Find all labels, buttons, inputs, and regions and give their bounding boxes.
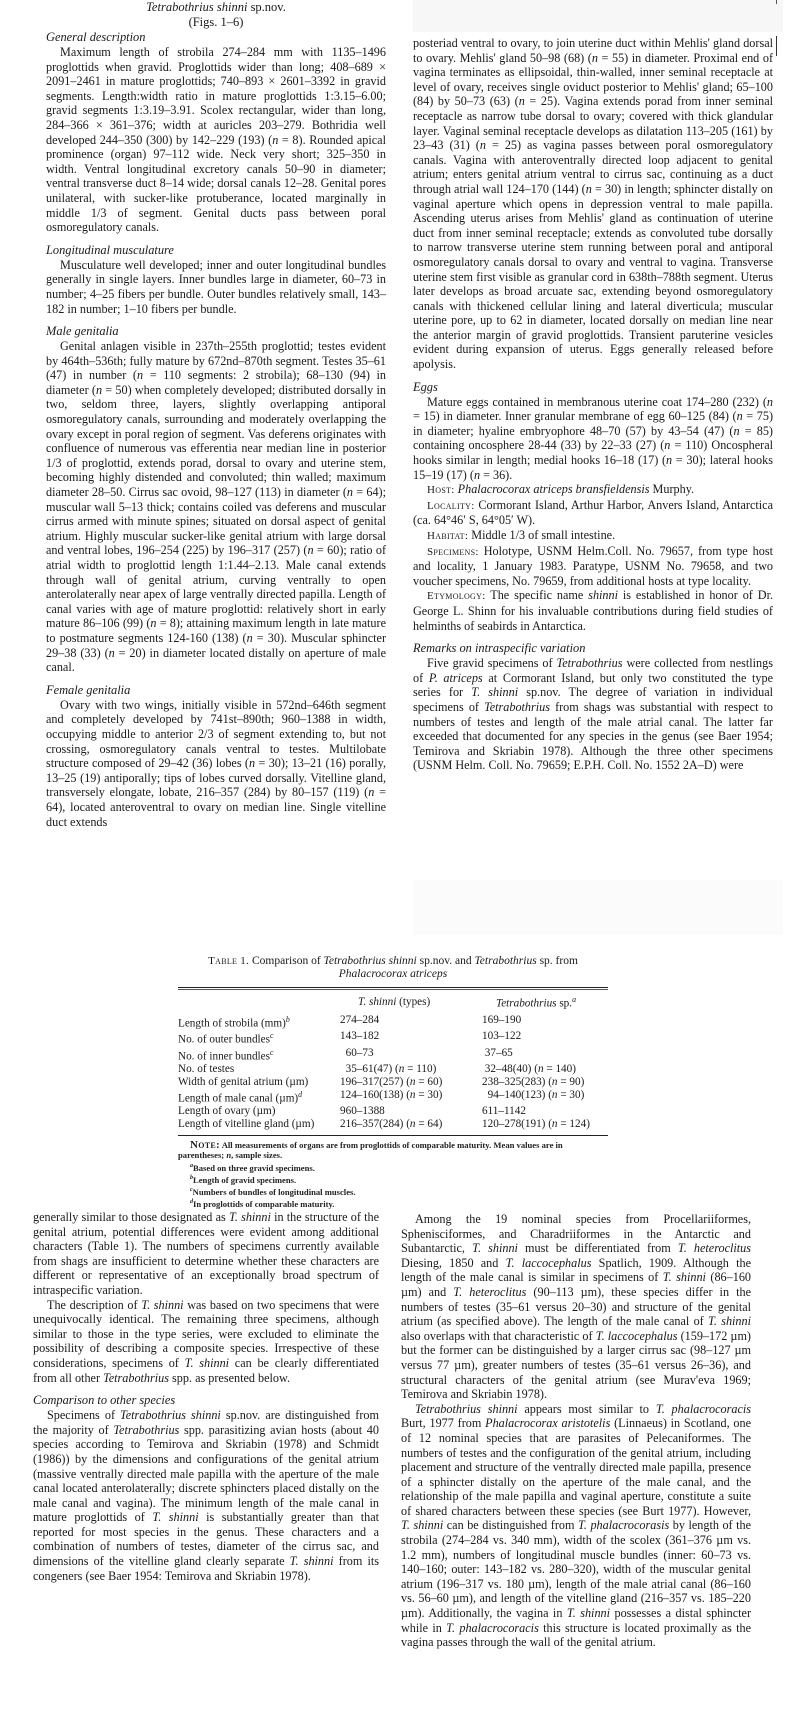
italic-text: T. heteroclitus [677,1241,751,1256]
text-run: Musculature well developed; inner and outer longitudinal bundles generally in single layers. Inner bundles large in diameter, 60–73 in number; 4–25 fibers per bundle. Outer bundles relatively small, 143–182 in number; 1–10 fibers per bundle. [46,257,386,316]
paragraph [413,656,773,773]
cell-t-shinni [340,1030,482,1047]
text-run: were collected from nestlings of [413,656,773,685]
text-run: = 64), located anteroventral to ovary on median line. Single vitelline duct extends [46,785,386,829]
text-run: Based on three gravid specimens. [193,1162,315,1173]
sample-size-value: 90 [569,1075,581,1088]
text-run: Maximum length of strobila 274–284 mm with 1135–1496 proglottids when gravid. Proglottids wider than long; 408–689 × 2091–2461 in mature proglottids; 740–893 × 2601–3392 in gravid segments. Length:width ratio in mature proglottids 1:3.15–6.00; gravid segments 1:3.19–3.91. Scolex rectangular, wider than long, 284–366 × 361–376; width at auricles 203–279. Bothridia well developed 244–350 (300) by 142–229 (193) ( [46,45,386,147]
text-run: In proglottids of comparable maturity. [193,1199,335,1210]
italic-text: T. shinni [141,1297,184,1312]
figure-reference: (Figs. 1–6) [188,14,244,29]
text-run: posteriad ventral to ovary, to join uterine duct within Mehlis' gland dorsal to ovary. Mehlis' gland 50–98 (68) ( [413,36,773,65]
text-run: also overlaps with that characteristic of [401,1328,596,1343]
italic-text: n [479,138,486,153]
bottom-right-column [401,1212,751,1650]
sample-size-value: 60 [427,1075,439,1088]
species-title [46,0,386,15]
text-run: possesses a distal sphincter while in [401,1606,752,1635]
italic-text: T. shinni [662,1270,706,1285]
text-run: = 110) Oncospheral hooks similar in length; medial hooks 16–18 (17) ( [413,438,773,468]
text-run: can be clearly differentiated from all other [33,1355,380,1385]
italic-text: n [249,756,256,771]
table-notes [178,1140,608,1210]
row-label [178,1076,340,1089]
text-run: Specimens of [47,1408,121,1423]
italic-text: Tetrabothrius shinni [120,1408,221,1423]
footnote-marker: c [269,1047,274,1057]
text-run: No. of outer bundles [178,1033,270,1046]
cell-t-shinni [340,1089,482,1106]
scan-shading [413,880,783,935]
text-run: is established in honor of Dr. George L. Shinn for his invaluable contributions during field studies of helminths of seabirds in Antarctica. [413,588,774,633]
comparison-table [178,990,608,1131]
text-run: No. of inner bundles [178,1050,270,1063]
row-label [178,1014,340,1031]
section [413,641,773,773]
italic-text: n [95,382,103,397]
text-run: Length of male canal (µm) [178,1092,299,1105]
row-label [178,1089,340,1106]
section-heading: Female genitalia [46,682,131,697]
table-row [178,1118,608,1131]
section-heading: Remarks on intraspecific variation [413,641,586,656]
italic-text: P. atriceps [428,670,483,685]
footnote-marker: b [285,1014,290,1024]
italic-text: Phalacrocorax aristotelis [485,1416,611,1431]
text-run: is substantially greater than that reported for most species in the genus. These characters and a combination of numbers of testes, diameter of the cirrus sac, and dimensions of the vitelline gland clearly separate [33,1510,379,1569]
text-run: spp. parasitizing avian hosts (about 40 species according to Temirova and Skriabin (1978) and Schmidt (1986)) by the dimensions and configurations of the genital atrium (massive ventrally directed male papilla with the aperture of the male canal located anterolaterally; discrete sphincters placed distally on the male canal and vagina). The minimum length of the male canal in mature proglottids of [33,1422,379,1525]
italic-text: Phalacrocorax atriceps bransfieldensis [457,482,650,497]
field-label: Specimens: [427,545,479,558]
field-label: Note: [190,1138,221,1151]
paragraph [413,544,773,589]
text-run: Length of gravid specimens. [193,1174,297,1185]
sample-size-value: 30 [569,1088,581,1101]
cell-t-shinni [340,1014,482,1031]
table-row [178,1089,608,1106]
table-body [178,1014,608,1131]
table-footnote [178,1161,608,1173]
italic-text: T. heteroclitus [453,1284,527,1299]
paragraph [33,1408,379,1583]
text-run: Comparison of [249,955,324,967]
italic-text: Tetrabothrius shinni [146,0,248,14]
italic-text: Phalacrocorax atriceps [338,968,448,980]
italic-text: n [307,543,314,558]
cell-value: 196–317(257) [340,1075,404,1088]
cell-tetrabothrius-sp [482,1063,608,1076]
italic-text: n [518,94,525,109]
field-label: Host: [427,484,455,497]
sample-size: (n = 30) [403,1088,443,1101]
species-title-block [46,0,386,29]
italic-text: Tetrabothrius shinni [415,1401,518,1416]
italic-text: n [108,645,115,660]
cell-tetrabothrius-sp [482,1118,608,1131]
cell-tetrabothrius-sp [482,1089,608,1106]
text-run: Five gravid specimens of [427,656,557,671]
header-character [178,990,340,1014]
table-caption-line-2 [178,968,608,981]
text-run: Length of ovary (µm) [178,1105,276,1118]
field-label: Habitat: [427,530,469,542]
italic-text: T. shinni [472,1241,518,1256]
footnote-marker: d [190,1199,194,1206]
italic-text: shinni [588,588,618,603]
sample-size: (n = 60) [403,1075,443,1088]
section [46,243,386,316]
text-run: from its congeners (see Baer 1954: Temirova and Skriabin 1978). [33,1554,379,1583]
scan-margin-line [776,36,777,56]
text-run: sp.nov. are distinguished from the majority of [33,1408,379,1437]
italic-text: Tetrabothrius [484,699,550,714]
paragraph [33,1298,379,1386]
text-run: (86–160 µm) and [401,1270,752,1299]
text-run: sp.nov. and [416,955,475,967]
cell-tetrabothrius-sp [482,1014,608,1031]
table-row [178,1105,608,1118]
italic-text: n [736,409,743,424]
text-run: appears most similar to [517,1401,656,1416]
italic-text: Tetrabothrius [474,955,537,967]
italic-text: T. shinni [358,995,397,1008]
cell-t-shinni [340,1047,482,1064]
text-run: Length of strobila (mm) [178,1017,286,1030]
table-caption-line-1 [178,955,608,968]
text-run: Diesing, 1850 and [401,1255,506,1270]
cell-value: 124–160(138) [340,1088,404,1101]
italic-text: T. shinni [401,1518,444,1533]
cell-value: 37–65 [482,1046,513,1059]
sample-size: (n = 110) [392,1063,437,1076]
text-run: spp. as presented below. [169,1370,291,1385]
table-footnotes [178,1161,608,1210]
text-run: = 110 segments: 2 strobila); 68–130 (94) in diameter ( [46,368,386,397]
italic-text: Tetrabothrius [103,1370,169,1385]
header-tetrabothrius-sp [482,990,608,1014]
cell-value: 94–140(123) [482,1088,546,1101]
section [413,380,773,634]
paragraph [46,339,386,675]
italic-text: n [591,50,598,65]
text-run: Numbers of bundles of longitudinal muscles. [192,1187,356,1198]
italic-text: T. shinni [228,1210,271,1224]
paragraph [46,698,386,829]
sample-size-value: 110 [416,1063,433,1076]
text-run: = 50) when completely developed; distributed dorsally in two, seldom three, layers, slightly overlapping antiporal osmoregulatory canals, surrounding and moderately overlapping the ovary except in poral region of segment. Vas deferens originates with confluence of numerous vas efferentia near median line in posterior 1/3 of proglottid, extends porad, dorsal to ovary and uterine stem, becoming highly distended and convoluted; thin walled; maximum diameter 28–50. Cirrus sac ovoid, 98–127 (113) in diameter ( [46,382,386,500]
text-run: at Cormorant Island, but only two constituted the type series for [413,670,774,700]
field-label: Locality: [427,499,475,512]
row-label [178,1063,340,1076]
text-run: sp. from [536,955,578,967]
italic-text: n [226,1150,232,1161]
text-run: All measurements of organs are from proglottids of comparable maturity. Mean values are in parentheses; [178,1139,563,1161]
italic-text: n [473,467,481,482]
text-run: sp. [556,997,573,1010]
italic-text: n [368,785,375,800]
sample-size: (n = 124) [545,1118,590,1131]
italic-text: n [246,630,253,645]
section-heading: Eggs [413,379,438,394]
table-caption [178,955,608,981]
text-run: Among the 19 nominal species from Procellariiformes, Sphenisciformes, and Charadriiformes in the Antarctic and Subantarctic, [401,1212,751,1256]
text-run: (types) [396,995,431,1008]
text-run: The description of [47,1297,142,1312]
text-run: , sample sizes. [231,1150,283,1161]
text-run: (159–172 µm) but the former can be distinguished by a larger cirrus sac (98–127 µm versus 77 µm), greater numbers of testes (35–61 versus 26–36), and structural characters of the genital atrium (see Murav'eva 1969; Temirova and Skriabin 1978). [401,1328,751,1402]
cell-t-shinni [340,1076,482,1089]
italic-text: n [346,485,353,500]
italic-text: T. phalacrocoracis [446,1620,539,1635]
sample-size: (n = 90) [545,1075,585,1088]
left-column [46,30,386,829]
sample-size: (n = 140) [531,1063,576,1076]
row-label [178,1118,340,1131]
section [401,1212,751,1650]
italic-text: n [136,368,144,383]
table-header-row [178,990,608,1014]
field-label: Etymology: [427,590,486,603]
table-1 [178,955,608,1210]
italic-text: T. shinni [566,1606,611,1621]
table-row [178,1063,608,1076]
text-run: = 8); attaining maximum length in late mature to postmature segments 124-160 (138) ( [46,616,386,645]
footnote-marker: b [190,1174,194,1181]
text-run: = 30); 13–21 (16) porally, 13–25 (19) antiporally; tips of lobes curved dorsally. Vitelline gland, transversely elongate, lobate, 216–357 (284) by 80–157 (119) ( [46,756,387,800]
cell-tetrabothrius-sp [482,1030,608,1047]
italic-text: n [585,181,592,196]
cell-t-shinni [340,1105,482,1118]
italic-text: n [666,453,673,468]
text-run: this structure is located proximally as the vagina passes through the wall of the genital atrium. [401,1620,751,1650]
text-run: Width of genital atrium (µm) [178,1075,309,1088]
table-row [178,1014,608,1031]
italic-text: n [150,616,157,631]
text-run: Cormorant Island, Arthur Harbor, Anvers Island, Antarctica (ca. 64°46′ S, 64°05′ W). [413,497,773,528]
cell-tetrabothrius-sp [482,1105,608,1118]
cell-value: 238–325(283) [482,1075,546,1088]
cell-value: 120–278(191) [482,1118,546,1131]
text-run: Mature eggs contained in membranous uterine coat 174–280 (232) ( [427,394,767,409]
text-run: (Linnaeus) in Scotland, one of 12 nominal species that are parasites of Pelecaniformes. The numbers of testes and the configuration of the genital atrium, including placement and structure of the ventrally directed male papilla, presence of a sphincter distally on the aperture of the male canal, and the relationship of the male papilla and vaginal aperture, constitute a suite of shared characters between these species (see Burt 1977). However, [401,1416,752,1518]
italic-text: Tetrabothrius shinni [323,955,417,967]
text-run: = 60); ratio of atrial width to proglottid length 1:1.44–2.13. Male canal extends through wall of genital atrium, curving ventrally to open anterolaterally near apex of large ventrally directed papilla. Length of canal varies with age of mature proglottid: relatively short in early mature 86–106 (99) ( [46,543,387,631]
text-run: must be differentiated from [517,1241,678,1256]
paragraph [413,498,773,528]
table-bottom-rule [178,1135,608,1136]
cell-value: 60–73 [340,1046,374,1059]
cell-value: 216–357(284) [340,1118,404,1131]
paragraph [413,588,773,633]
paragraph [33,1210,379,1298]
text-run: by length of the strobila (274–284 vs. 340 mm), width of the scolex (361–376 µm vs. 1.2 mm), numbers of longitudinal muscle bundles (inner: 60–73 vs. 140–160; outer: 143–182 vs. 280–320), width of the muscular genital atrium (196–317 vs. 180 µm), length of the male atrial canal (86–160 vs. 56–60 µm), and length of the vitelline gland (216–357 vs. 185–220 µm). Additionally, the vagina in [401,1518,752,1621]
italic-text: Tetrabothrius [113,1422,180,1437]
section [33,1393,379,1583]
table-row [178,1047,608,1064]
text-run: Murphy. [649,482,695,497]
italic-text: Tetrabothrius [496,997,557,1010]
paragraph [413,528,773,544]
text-run: = 20) in diameter located distally on aperture of male canal. [46,645,386,675]
sample-size-value: 30 [427,1088,439,1101]
section [46,30,386,235]
cell-value: 274–284 [340,1013,380,1026]
paragraph [413,482,773,498]
text-run: = 55) in diameter. Proximal end of vagina terminates as ellipsoidal, thin-walled, inner seminal receptacle at level of ovary, receives single oviduct posterior to Mehlis' gland; 65–100 (84) by 50–73 (63) ( [413,50,773,109]
text-run: Length of vitelline gland (µm) [178,1118,315,1131]
cell-value: 103–122 [482,1030,522,1043]
text-run: = 36). [480,467,513,482]
text-run: Middle 1/3 of small intestine. [468,528,616,542]
text-run: in the structure of the genital atrium, potential differences were evident among additional characters (Table 1). The numbers of specimens currently available from shags are insufficient to determine whether these characters are different or representative of an exceptionally broad spectrum of intraspecific variation. [33,1210,380,1297]
text-run: (90–113 µm), these species differ in the numbers of testes (35–61 versus 20–30) and structure of the genital atrium (as specified above). The length of the male canal of [401,1284,751,1329]
italic-text: n [272,132,279,147]
section [413,36,773,372]
section [33,1210,379,1385]
cell-value: 169–190 [482,1013,522,1026]
text-run: sp.nov. The degree of variation in individual specimens of [413,685,774,714]
scan-shading [413,0,783,32]
section-heading: Comparison to other species [33,1393,176,1408]
text-run: was based on two specimens that were unequivocally identical. The remaining three specimens, although similar to those in the type series, were excluded to eliminate the possibility of describing a composite species. Irrespective of these considerations, specimens of [33,1297,379,1370]
text-run: = 25) as vagina passes between poral osmoregulatory canals. Vagina with anteroventrally directed loop adjacent to genital atrium; enters genital atrium ventral to cirrus sac, continuing as a duct through atrial wall 124–170 (144) ( [413,138,773,196]
italic-text: T. shinni [289,1554,334,1569]
cell-value: 143–182 [340,1030,380,1043]
text-run: = 30). Muscular sphincter 29–38 (33) ( [46,630,386,660]
italic-text: n [664,438,671,453]
footnote-marker: a [190,1162,194,1169]
table-footnote [178,1173,608,1185]
cell-tetrabothrius-sp [482,1047,608,1064]
text-run: = 25). Vagina extends porad from inner seminal receptacle as narrow tube dorsal to ovary; covered with thick glandular layer. Vaginal seminal receptacle develops as dilatation 113–205 (161) by 23–43 (31) ( [413,94,773,153]
text-run: Burt, 1977 from [401,1416,486,1431]
paragraph [401,1212,751,1402]
section-heading: Male genitalia [46,324,119,339]
italic-text: T. shinni [184,1355,230,1370]
row-label [178,1030,340,1047]
text-run: Ovary with two wings, initially visible in 572nd–646th segment and completely developed by 741st–890th; 960–1388 in width, occupying middle to anterior 2/3 of segment extending to, but not crossing, osmoregulatory canals ventral to testes. Multilobate structure composed of 29–42 (36) lobes ( [46,697,386,771]
field-label: Table 1. [208,955,250,967]
sample-size-value: 124 [569,1118,587,1131]
footnote-marker: c [190,1187,193,1194]
header-t-shinni [340,990,482,1014]
scan-mark [776,0,777,4]
row-label [178,1047,340,1064]
table-footnote [178,1197,608,1209]
sample-size: (n = 64) [403,1118,443,1131]
paragraph [401,1402,751,1650]
italic-text: T. laccocephalus [595,1328,678,1343]
text-run: = 64); muscular wall 5–13 thick; contains coiled vas deferens and muscular cirrus armed with minute spines; situated on dorsal aspect of genital atrium. Highly muscular sucker-like genital atrium with large dorsal and ventral lobes, 196–254 (225) by 196–317 (257) ( [46,485,386,558]
footnote-marker: a [572,995,576,1004]
text-run: = 15) in diameter. Inner granular membrane of egg 60–125 (84) ( [413,409,737,424]
sample-size-value: 140 [555,1063,573,1076]
italic-text: Tetrabothrius [556,656,623,671]
cell-t-shinni [340,1063,482,1076]
cell-value: 35–61(47) [340,1063,393,1076]
italic-text: n [766,394,773,409]
text-run: = 75) in diameter; hyaline embryophore 48–70 (57) by 43–54 (47) ( [413,409,773,438]
text-run: Holotype, USNM Helm.Coll. No. 79657, from type host and locality, 1 January 1983. Paratype, USNM No. 79658, and two voucher specimens, No. 79659, from additional hosts at type locality. [413,543,773,588]
italic-text: T. phalacrocorasis [578,1518,670,1533]
text-run: = 30) in length; sphincter distally on vaginal aperture which opens in depression ventral to male papilla. Ascending uterus arises from Mehlis' gland as continuation of uterine duct from inner seminal receptacle; extends as convoluted tube dorsally to narrow transverse uterine stem running between poral and antiporal osmoregulatory canals dorsal to ovary and ventral to vagina. Transverse uterine stem first visible as granular cord in 638th–788th segment. Uterus later develops as broad arcuate sac, extending beyond osmoregulatory canals with thickened cellular lining and lateral diverticula; muscular uterine pore, up to 62 in diameter, located dorsally on median line near the anterior margin of gravid proglottids. Transient paruterine vesicles evident during expansion of uterus. Eggs generally released before apolysis. [413,181,774,372]
text-run: can be distinguished from [443,1518,578,1533]
section [46,324,386,675]
text-run: = 85) containing oncosphere 28-44 (33) by 22–33 (27) ( [413,423,773,453]
cell-t-shinni [340,1118,482,1131]
italic-text: T. laccocephalus [505,1255,592,1270]
italic-text: T. shinni [708,1314,752,1329]
section [46,683,386,829]
paragraph [413,395,773,483]
italic-text: T. shinni [152,1510,199,1525]
text-run: sp.nov. [247,0,286,14]
table-row [178,1030,608,1047]
cell-value: 960–1388 [340,1105,385,1118]
section-heading: Longitudinal musculature [46,242,174,257]
paragraph [46,258,386,316]
cell-value: 611–1142 [482,1105,526,1118]
bottom-left-column [33,1210,379,1583]
table-footnote [178,1185,608,1197]
cell-tetrabothrius-sp [482,1076,608,1089]
text-run: Spatlich, 1909. Although the length of the male canal is similar in specimens of [401,1255,751,1285]
text-run: Genital anlagen visible in 237th–255th proglottid; testes evident by 464th–536th; fully mature by 672nd–870th segment. Testes 35–61 (47) in number ( [46,339,386,383]
text-run: = 8). Rounded apical prominence (organ) 97–112 wide. Neck very short; 325–350 in width. Ventral longitudinal excretory canals 50–90 in diameter; ventral transverse duct 8–14 wide; dorsal canals 12–28. Genital pores unilateral, with sucker-like protuberance, located marginally in middle 1/3 of segment. Genital ducts pass between poral osmoregulatory canals. [46,132,386,235]
italic-text: n [733,423,740,438]
text-run: No. of testes [178,1063,235,1076]
text-run: from shags was substantial with respect to numbers of testes and length of the male atrial canal. The latter far exceeded that documented for any species in the genus (see Baer 1954; Temirova and Skriabin 1978). Although the three other specimens (USNM Helm. Coll. No. 79659; E.P.H. Coll. No. 1552 2A–D) were [413,699,773,773]
italic-text: T. phalacrocoracis [655,1401,751,1416]
right-column [413,36,773,773]
footnote-marker: c [269,1031,274,1041]
text-run: = 30); lateral hooks 15–19 (17) ( [413,453,773,482]
table-note [178,1140,608,1161]
text-run: The specific name [485,588,589,603]
text-run: generally similar to those designated as [33,1210,229,1224]
footnote-marker: d [298,1089,303,1099]
sample-size-value: 64 [427,1118,439,1131]
cell-value: 32–48(40) [482,1063,532,1076]
table-row [178,1076,608,1089]
italic-text: T. shinni [471,685,519,700]
section-heading: General description [46,30,146,44]
paragraph [46,45,386,235]
row-label [178,1105,340,1118]
paragraph [413,36,773,372]
sample-size: (n = 30) [545,1088,585,1101]
